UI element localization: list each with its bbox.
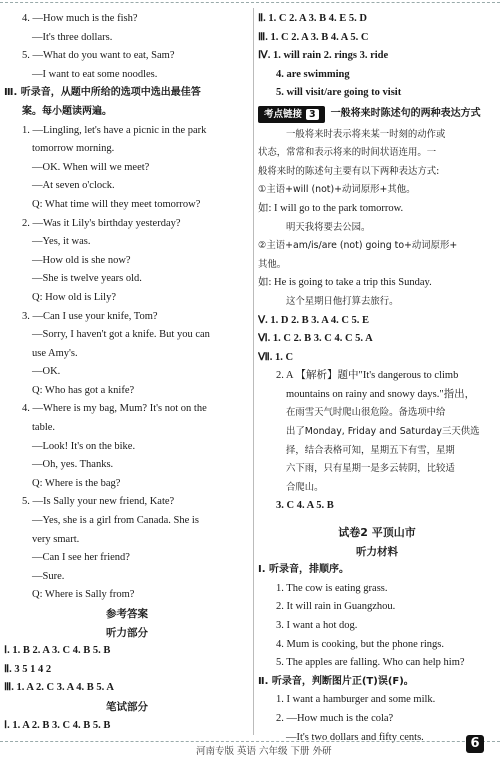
left-line: 5. —Is Sally your new friend, Kate?	[22, 496, 175, 508]
answer-line: Ⅱ. 3 5 1 4 2	[4, 663, 52, 675]
answer-line: Ⅰ. 1. B 2. A 3. C 4. B 5. B	[4, 645, 111, 657]
badge-label: 考点链接	[264, 108, 303, 120]
analysis-line: 出了Monday, Friday and Saturday三天供选	[286, 426, 480, 438]
section-heading: Ⅱ. 听录音，判断图片正(T)误(F)。	[258, 675, 414, 687]
footer-text: 河南专版 英语 六年级 下册 外研	[196, 746, 332, 757]
section-heading: Ⅲ. 听录音，从题中所给的选项中选出最佳答	[4, 87, 201, 99]
left-line: 3. —Can I use your knife, Tom?	[22, 310, 158, 322]
bottom-dashed-border	[0, 741, 500, 742]
material-line: —It's two dollars and fifty cents.	[286, 731, 424, 743]
left-line: Q: Where is the bag?	[32, 477, 121, 489]
left-line: very smart.	[32, 533, 80, 545]
material-line: 2. It will rain in Guangzhou.	[276, 601, 396, 613]
left-line: —She is twelve years old.	[32, 273, 142, 285]
note-line: 状态，常常和表示将来的时间状语连用。一	[258, 147, 437, 159]
answer-line: Ⅶ. 1. C	[258, 351, 294, 363]
analysis-line: 在雨雪天气时爬山很危险。备选项中给	[286, 407, 446, 419]
note-line: 一般将来时表示将来某一时刻的动作或	[286, 128, 446, 140]
knowledge-link-title: 一般将来时陈述句的两种表达方式	[330, 107, 481, 119]
listening-material-title: 听力材料	[356, 545, 398, 558]
answer-line: Ⅱ. 1. C 2. A 3. B 4. E 5. D	[258, 13, 368, 24]
answer-line: Ⅴ. 1. D 2. B 3. A 4. C 5. E	[258, 314, 370, 326]
left-line: 4. —How much is the fish?	[22, 13, 138, 24]
note-line: 其他。	[258, 258, 287, 270]
listening-part-title: 听力部分	[106, 626, 148, 639]
left-line: —Oh, yes. Thanks.	[32, 459, 114, 471]
column-divider	[253, 8, 254, 735]
note-example: 如: I will go to the park tomorrow.	[258, 202, 404, 214]
top-dashed-border	[0, 2, 500, 3]
note-example: 如: He is going to take a trip this Sunday.	[258, 277, 432, 289]
left-line: Q: How old is Lily?	[32, 291, 116, 303]
test-paper-title: 试卷2 平顶山市	[338, 526, 416, 540]
left-line: Q: What time will they meet tomorrow?	[32, 198, 201, 210]
note-line: ②主语+am/is/are (not) going to+动词原形+	[258, 240, 458, 252]
left-line: —Can I see her friend?	[32, 552, 130, 564]
left-line: —Sorry, I haven't got a knife. But you can	[32, 329, 210, 341]
left-column	[4, 10, 250, 735]
knowledge-link-row	[258, 105, 496, 124]
material-line: 1. The cow is eating grass.	[276, 582, 388, 594]
page-footer	[0, 737, 500, 759]
left-line: use Amy's.	[32, 347, 78, 359]
answer-line: 4. are swimming	[276, 68, 350, 80]
analysis-line: 合爬山。	[286, 481, 324, 493]
answer-key-title: 参考答案	[106, 608, 148, 620]
analysis-line: 六下雨，只有星期一是多云转阴，比较适	[286, 463, 455, 475]
answer-line: Ⅳ. 1. will rain 2. rings 3. ride	[258, 50, 389, 62]
note-translation: 明天我将要去公园。	[286, 221, 371, 233]
section-heading: Ⅰ. 听录音，排顺序。	[258, 564, 350, 576]
left-line: 1. —Lingling, let's have a picnic in the park	[22, 124, 207, 136]
left-line: 4. —Where is my bag, Mum? It's not on the	[22, 403, 207, 415]
section-heading-cont: 案。每小题读两遍。	[22, 105, 112, 117]
left-line: —Yes, it was.	[32, 236, 91, 248]
note-line: 般将来时的陈述句主要有以下两种表达方式:	[258, 165, 440, 177]
left-line: —It's three dollars.	[32, 31, 113, 43]
left-line: —How old is she now?	[32, 254, 131, 266]
material-line: 1. I want a hamburger and some milk.	[276, 694, 436, 706]
left-line: —At seven o'clock.	[32, 180, 115, 192]
page-number: 6	[466, 735, 484, 753]
left-line: Q: Who has got a knife?	[32, 384, 135, 396]
material-line: 5. The apples are falling. Who can help him?	[276, 657, 465, 669]
left-line: —I want to eat some noodles.	[32, 68, 158, 80]
badge-number: 3	[306, 109, 319, 120]
left-line: —Sure.	[32, 570, 65, 582]
left-line: —Look! It's on the bike.	[32, 440, 136, 452]
right-column	[258, 10, 496, 747]
answer-line: Ⅲ. 1. C 2. A 3. B 4. A 5. C	[258, 31, 369, 43]
answer-line: 5. will visit/are going to visit	[276, 87, 402, 99]
material-line: 4. Mum is cooking, but the phone rings.	[276, 638, 444, 650]
answer-line: Ⅵ. 1. C 2. B 3. C 4. C 5. A	[258, 333, 373, 345]
answer-line: Ⅰ. 1. A 2. B 3. C 4. B 5. B	[4, 719, 111, 731]
left-line: table.	[32, 422, 56, 434]
written-part-title: 笔试部分	[106, 700, 148, 713]
note-line: ①主语+will (not)+动词原形+其他。	[258, 184, 416, 196]
material-line: 2. —How much is the cola?	[276, 712, 394, 724]
answer-line: 3. C 4. A 5. B	[276, 500, 334, 512]
knowledge-link-badge	[258, 106, 325, 123]
material-line: 3. I want a hot dog.	[276, 620, 358, 631]
left-line: 5. —What do you want to eat, Sam?	[22, 50, 175, 62]
left-line: —Yes, she is a girl from Canada. She is	[32, 515, 199, 527]
note-translation: 这个星期日他打算去旅行。	[286, 295, 399, 307]
analysis-line: mountains on rainy and snowy days."指出，	[286, 388, 476, 400]
left-line: —OK.	[32, 366, 61, 378]
left-line: tomorrow morning.	[32, 143, 115, 155]
answer-line: Ⅲ. 1. A 2. C 3. A 4. B 5. A	[4, 682, 114, 694]
left-line: 2. —Was it Lily's birthday yesterday?	[22, 217, 181, 229]
analysis-line: 2. A 【解析】题中"It's dangerous to climb	[276, 370, 459, 382]
left-line: Q: Where is Sally from?	[32, 589, 135, 601]
analysis-line: 择，结合表格可知，星期五下有雪，星期	[286, 444, 455, 456]
left-line: —OK. When will we meet?	[32, 161, 150, 173]
